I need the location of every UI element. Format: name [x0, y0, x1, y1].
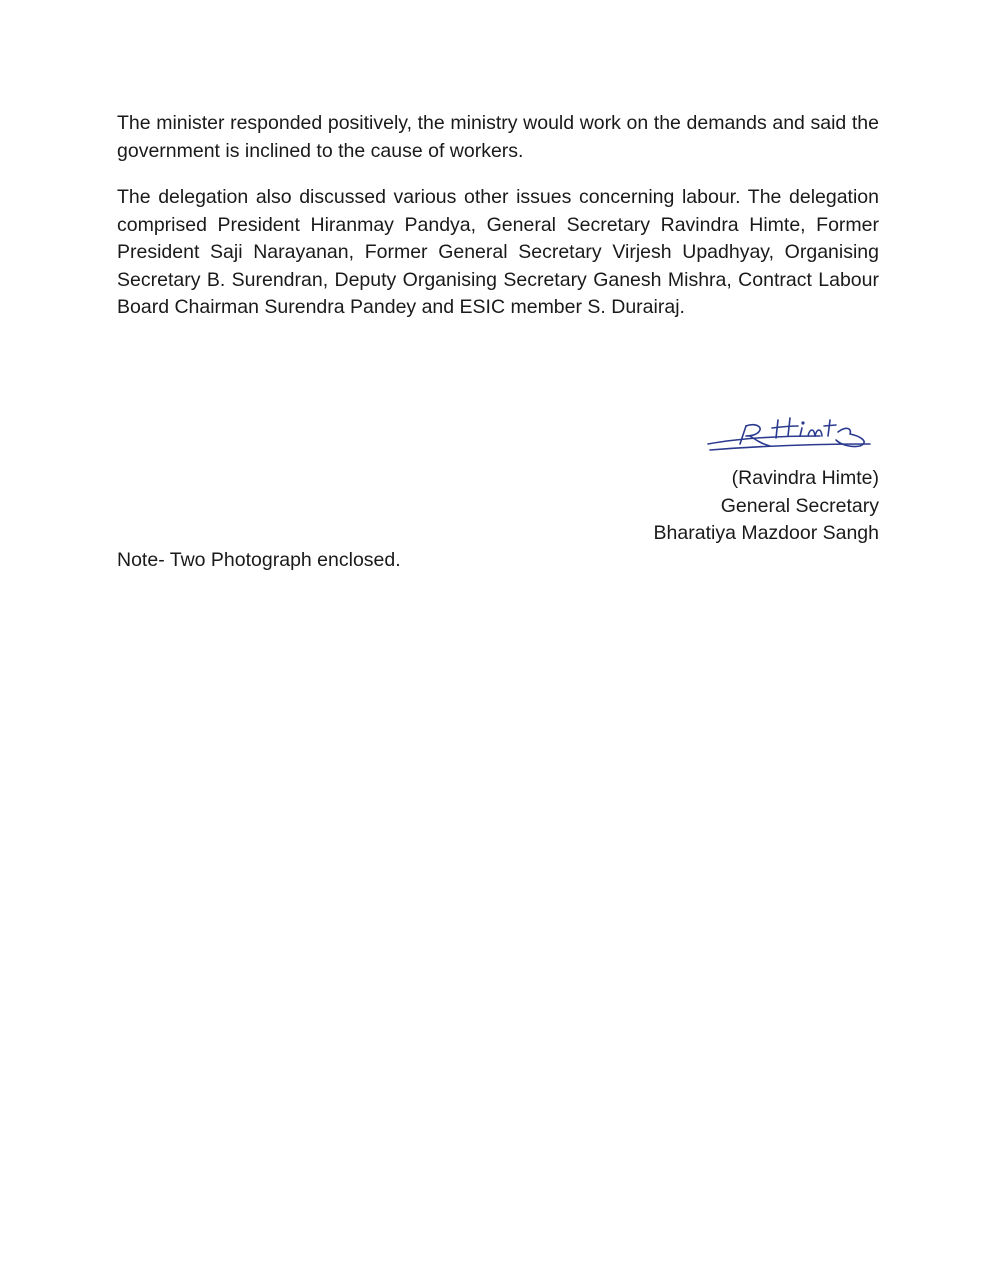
enclosure-note: Note- Two Photograph enclosed. [117, 549, 401, 571]
signatory-organization: Bharatiya Mazdoor Sangh [653, 522, 879, 544]
signature-block [654, 465, 879, 548]
body-paragraph: The delegation also discussed various other issues concerning labour. The delegation comprised President Hiranmay Pandya, General Secretary Ravindra Himte, Former President Saji Narayanan, Former General Secretary Virjesh Upadhyay, Organising Secretary B. Surendran, Deputy Organising Secretary Ganesh Mishra, Contract Labour Board Chairman Surendra Pandey and ESIC member S. Durairaj. [117, 186, 879, 318]
signatory-name: (Ravindra Himte) [731, 467, 879, 489]
body-paragraph: The minister responded positively, the ministry would work on the demands and said the government is inclined to the cause of workers. [117, 112, 879, 162]
handwritten-signature [700, 414, 880, 456]
signatory-designation: General Secretary [720, 494, 879, 517]
